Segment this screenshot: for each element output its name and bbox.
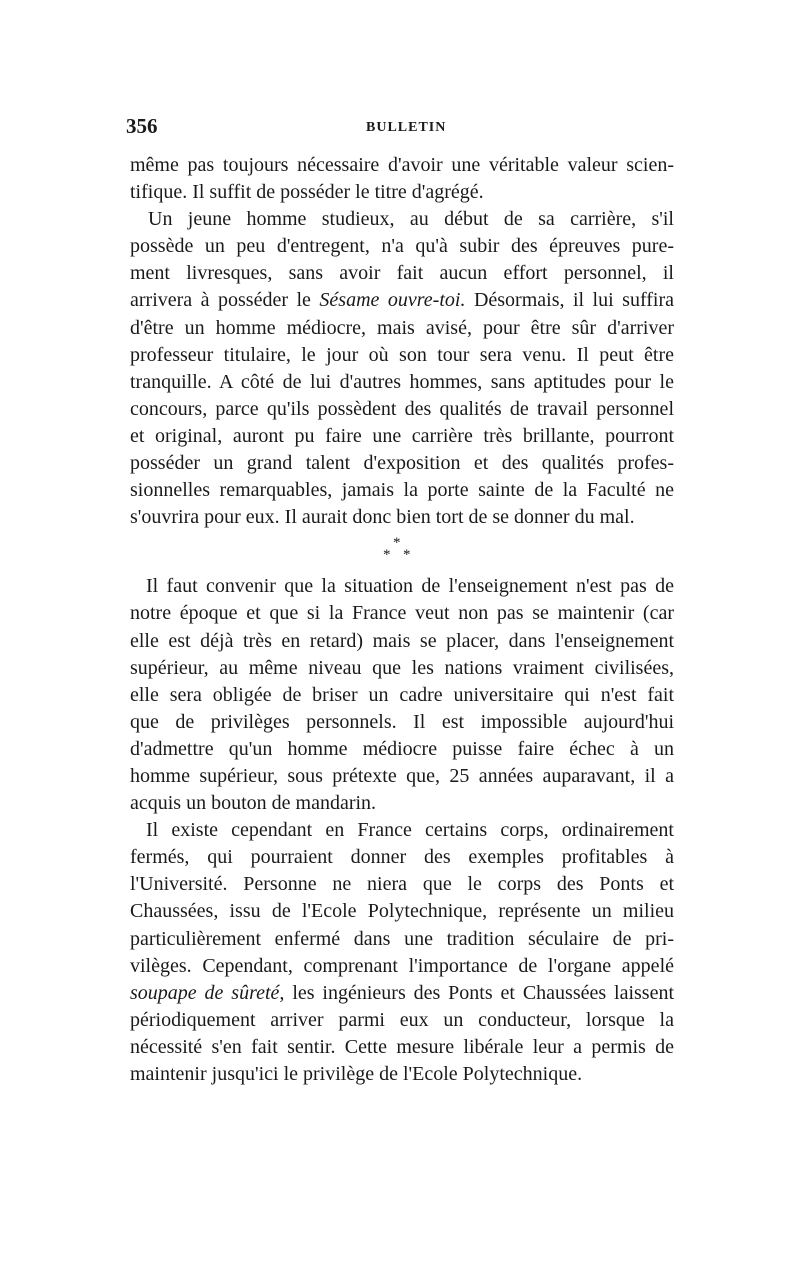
text-line: possède un peu d'entregent, n'a qu'à subir des épreuves pure-	[130, 235, 674, 258]
text-line: nécessité s'en fait sentir. Cette mesure libérale leur a permis de	[130, 1035, 674, 1058]
text-line: acquis un bouton de mandarin.	[130, 792, 377, 815]
text-line: notre époque et que si la France veut non pas se maintenir (car	[130, 602, 674, 625]
text-line: fermés, qui pourraient donner des exemples profitables à	[130, 846, 674, 869]
asterisk-icon: *	[403, 547, 411, 564]
text-line	[130, 980, 674, 1007]
running-title: BULLETIN	[366, 120, 447, 135]
text-line: d'admettre qu'un homme médiocre puisse faire échec à un	[130, 737, 674, 760]
section-separator	[130, 531, 674, 573]
text-line: vilèges. Cependant, comprenant l'importance de l'organe appelé	[130, 954, 674, 977]
text-line: particulièrement enfermé dans une tradition séculaire de pri-	[130, 927, 674, 950]
text-line: périodiquement arriver parmi eux un conducteur, lorsque la	[130, 1008, 674, 1031]
text-line: tranquille. A côté de lui d'autres hommes, sans aptitudes pour le	[130, 370, 674, 393]
paragraph-continuation	[130, 152, 674, 206]
text-line: concours, parce qu'ils possèdent des qualités de travail personnel	[130, 397, 674, 420]
asterisk-icon: *	[393, 535, 401, 552]
italic-phrase: Sésame ouvre-toi.	[319, 289, 466, 312]
text-segment: arrivera à posséder le	[130, 289, 311, 312]
text-line: maintenir jusqu'ici le privilège de l'Ecole Polytechnique.	[130, 1063, 583, 1085]
italic-phrase: soupape de sûreté,	[130, 981, 285, 1004]
text-line: supérieur, au même niveau que les nations vraiment civilisées,	[130, 656, 674, 679]
asterisk-icon: *	[383, 547, 391, 564]
page-number: 356	[126, 114, 158, 138]
text-line: s'ouvrira pour eux. Il aurait donc bien tort de se donner du mal.	[130, 506, 635, 529]
text-line: Il existe cependant en France certains corps, ordinairement	[146, 819, 674, 842]
paragraph-convenir	[130, 573, 674, 817]
text-line: Il faut convenir que la situation de l'enseignement n'est pas de	[146, 575, 674, 598]
page-header	[126, 114, 674, 144]
text-line: sionnelles remarquables, jamais la porte sainte de la Faculté ne	[130, 479, 674, 502]
text-line: même pas toujours nécessaire d'avoir une véritable valeur scien-	[130, 154, 674, 176]
paragraph-jeune-homme	[130, 206, 674, 531]
text-line: Chaussées, issu de l'Ecole Polytechnique, représente un milieu	[130, 900, 674, 923]
text-line: elle sera obligée de briser un cadre universitaire qui n'est fait	[130, 683, 674, 706]
text-line: et original, auront pu faire une carrière très brillante, pourront	[130, 424, 674, 447]
text-line: posséder un grand talent d'exposition et des qualités profes-	[130, 452, 674, 475]
text-line: elle est déjà très en retard) mais se placer, dans l'enseignement	[130, 629, 674, 652]
text-line: homme supérieur, sous prétexte que, 25 années auparavant, il a	[130, 764, 674, 787]
text-segment: les ingénieurs des Ponts et Chaussées laissent	[292, 981, 675, 1004]
text-line: Un jeune homme studieux, au début de sa carrière, s'il	[148, 208, 674, 231]
page-body	[130, 152, 674, 1088]
paragraph-corps	[130, 817, 674, 1088]
text-segment: Désormais, il lui suffira	[473, 289, 674, 312]
text-line	[130, 287, 674, 314]
text-line: ment livresques, sans avoir fait aucun effort personnel, il	[130, 262, 674, 285]
text-line: tifique. Il suffit de posséder le titre d'agrégé.	[130, 181, 484, 204]
text-line: d'être un homme médiocre, mais avisé, pour être sûr d'arriver	[130, 316, 674, 339]
text-line: l'Université. Personne ne niera que le corps des Ponts et	[130, 873, 674, 896]
text-line: professeur titulaire, le jour où son tour sera venu. Il peut être	[130, 343, 674, 366]
text-line: que de privilèges personnels. Il est impossible aujourd'hui	[130, 710, 674, 733]
